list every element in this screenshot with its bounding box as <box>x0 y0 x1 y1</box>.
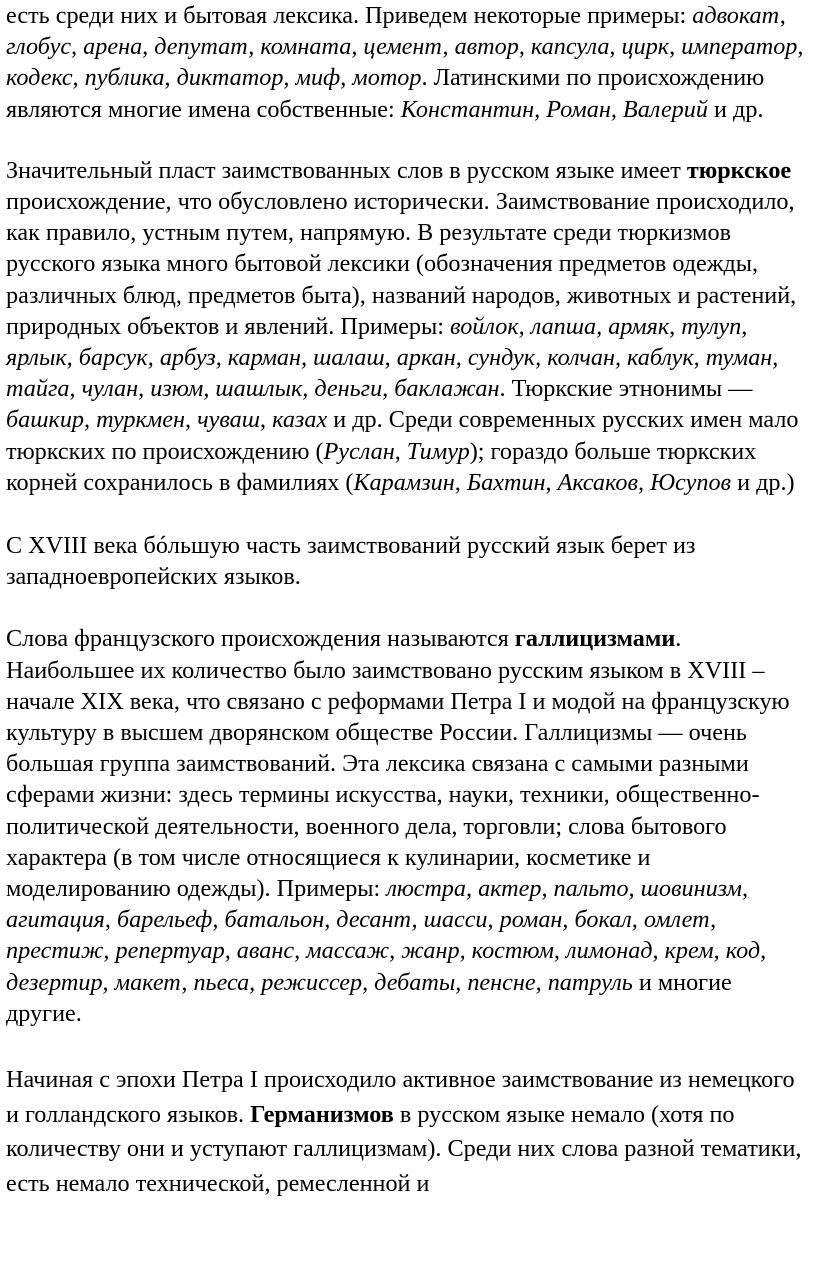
text-segment: . Тюркские этнонимы — <box>499 375 753 403</box>
text-segment: . Латинскими по происхождению являются многие имена собственные: <box>6 64 765 123</box>
text-segment: Слова французского происхождения называются <box>6 625 515 653</box>
examples-turkic-ethnonyms: башкир, туркмен, чуваш, казах <box>6 406 328 434</box>
text-segment: и др. Среди современных русских имен мало тюркских по происхождению ( <box>6 406 799 465</box>
examples-french-words: люстра, актер, пальто, шовинизм, агитация, барельеф, батальон, десант, шасси, роман, бокал, омлет, престиж, репертуар, аванс, массаж, жанр, костюм, лимонад, крем, код, дезертир, макет, пьеса, режиссер, дебаты, пенсне, патруль <box>6 875 767 996</box>
text-segment: и др.) <box>731 468 795 496</box>
examples-turkic-surnames: Карамзин, Бахтин, Аксаков, Юсупов <box>353 468 732 496</box>
paragraph-germanisms <box>6 1063 810 1201</box>
text-segment: в русском языке немало (хотя по количеству они и уступают галлицизмам). Среди них слова разной тематики, есть немало технической, ремесленной и <box>6 1100 802 1197</box>
text-segment: и многие другие. <box>6 968 732 1027</box>
term-turkic: тюркское <box>686 156 792 184</box>
text-segment: и др. <box>707 95 764 123</box>
text-segment: С XVIII века бóльшую часть заимствований русский язык берет из западноевропейских языков. <box>6 532 696 591</box>
examples-latin-names: Константин, Роман, Валерий <box>400 95 708 123</box>
paragraph-western-european <box>6 530 810 592</box>
examples-latin-words: адвокат, глобус, арена, депутат, комната, цемент, автор, капсула, цирк, император, кодекс, публика, диктатор, миф, мотор <box>6 2 804 92</box>
paragraph-latin-borrowings <box>6 0 810 125</box>
text-segment: ); гораздо больше тюркских корней сохранилось в фамилиях ( <box>6 437 757 496</box>
text-segment: есть среди них и бытовая лексика. Приведем некоторые примеры: <box>6 2 693 29</box>
text-segment: . Наибольшее их количество было заимствовано русским языком в XVIII – начале XIX века, что связано с реформами Петра I и модой на французскую культуру в высшем дворянском обществе России. Галлицизмы — очень большая группа заимствований. Эта лексика связана с самыми разными сферами жизни: здесь термины искусства, науки, техники, общественно-политической деятельности, военного дела, торговли; слова бытового характера (в том числе относящиеся к кулинарии, косметике и моделированию одежды). Примеры: <box>6 625 790 903</box>
paragraph-gallicisms <box>6 623 810 1029</box>
term-gallicisms: галлицизмами <box>514 625 676 653</box>
examples-turkic-words: войлок, лапша, армяк, тулуп, ярлык, барсук, арбуз, карман, шалаш, аркан, сундук, колчан, каблук, туман, тайга, чулан, изюм, шашлык, деньги, баклажан <box>6 312 779 403</box>
text-segment: Значительный пласт заимствованных слов в русском языке имеет <box>6 156 687 184</box>
paragraph-turkic-borrowings <box>6 155 810 498</box>
document-page <box>6 0 810 1201</box>
examples-turkic-names: Руслан, Тимур <box>323 437 470 465</box>
text-segment: происхождение, что обусловлено исторически. Заимствование происходило, как правило, устным путем, напрямую. В результате среди тюркизмов русского языка много бытовой лексики (обозначения предметов одежды, различных блюд, предметов быта), названий народов, животных и растений, природных объектов и явлений. Примеры: <box>6 188 797 340</box>
term-germanisms: Германизмов <box>250 1100 394 1128</box>
text-segment: Начиная с эпохи Петра I происходило активное заимствование из немецкого и голландского языков. <box>6 1066 795 1128</box>
